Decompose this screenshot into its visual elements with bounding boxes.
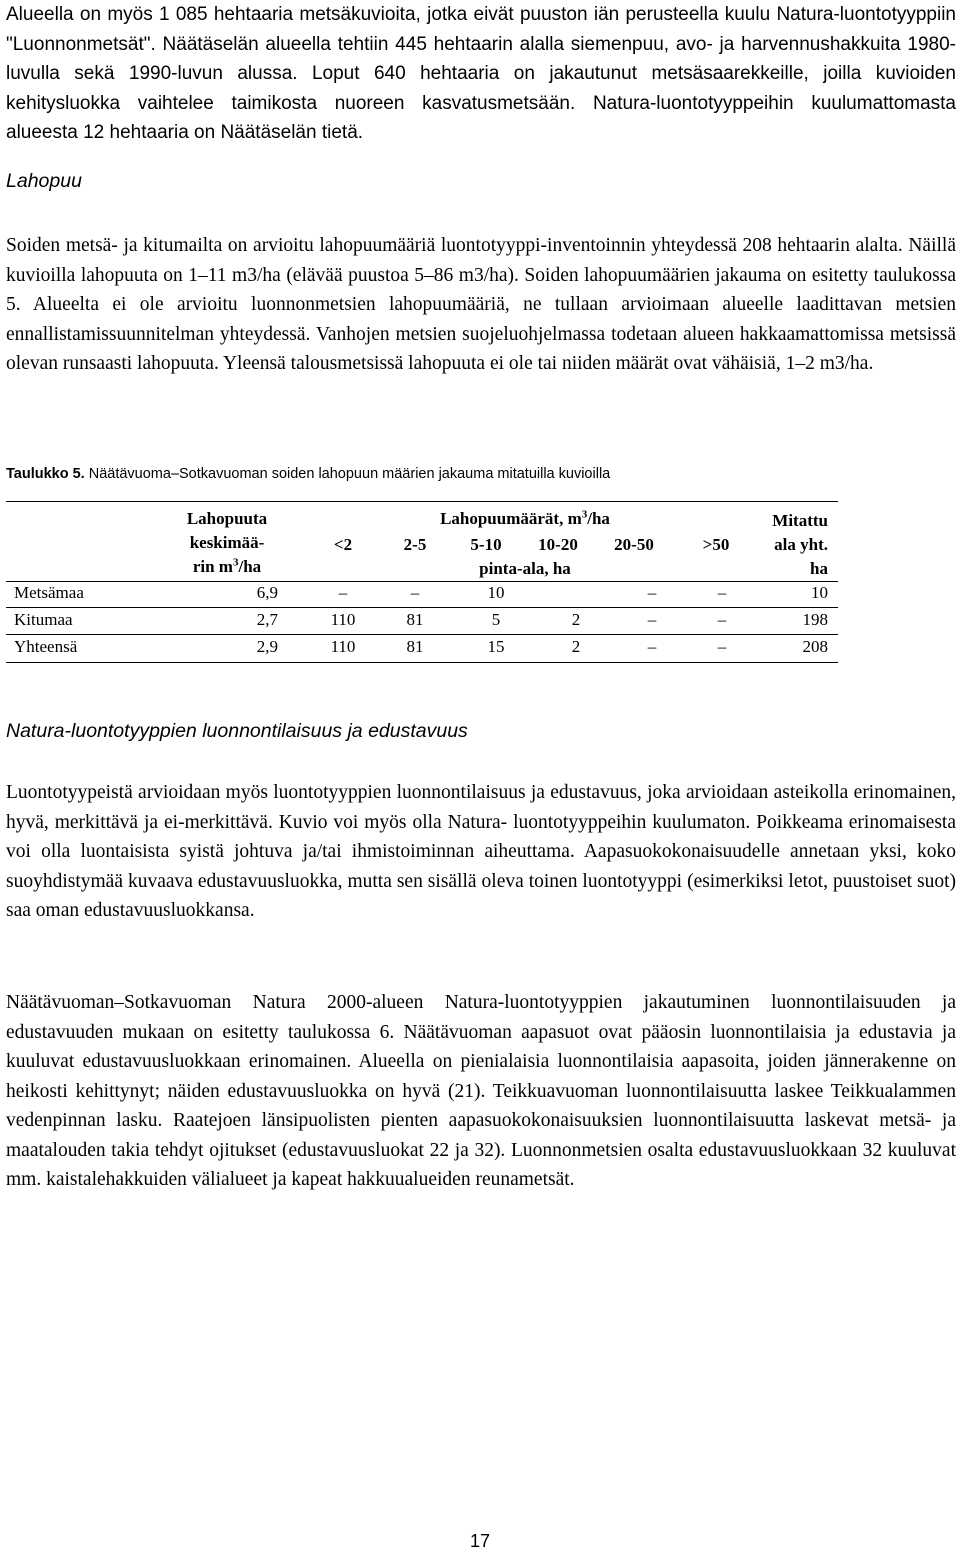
row-total: 198	[802, 610, 828, 629]
row-total: 208	[802, 637, 828, 656]
natura-paragraph-2: Näätävuoman–Sotkavuoman Natura 2000-alueen Natura-luontotyyppien jakautuminen luonnontilaisuuden ja edustavuuden mukaan on esitetty taulukossa 6. Näätävuoman aapasuot ovat pääosin luonnontilaisia ja edustavia ja kuuluvat edustavuusluokkaan erinomainen. Alueella on pienialaisia luonnontilaisia aapasoita, joiden jännerakenne on heikosti kehittynyt; näiden edustavuusluokka on hyvä (21). Teikkuavuoman luonnontilaisuutta laskee Teikkualammen vedenpinnan lasku. Raatejoen länsipuolisten pienten aapasuokokonaisuuksien luonnontilaisuutta laskevat metsä- ja maatalouden takia tehdyt ojitukset (edustavuusluokat 22 ja 32). Luonnonmetsien osalta edustavuusluokkaan 32 kuuluvat mm. kaistalehakkuiden välialueet ja kapeat hakkuualueiden reunametsät.	[6, 992, 956, 1190]
table-bottom-rule	[6, 662, 838, 663]
row-name: Kitumaa	[14, 610, 73, 629]
header-avg-line3: rin $m^3/ha$	[192, 556, 262, 576]
row-c4: 2	[571, 637, 581, 656]
header-total-line2: ala yht.	[774, 535, 828, 554]
row-c3: 5	[491, 610, 501, 629]
header-class-4: 10-20	[538, 535, 578, 554]
row-avg: 2,7	[256, 610, 278, 629]
header-group: Lahopuumäärät, $m^3/ha$	[440, 508, 610, 528]
row-name: Metsämaa	[14, 583, 84, 602]
lahopuu-table	[0, 501, 840, 666]
row-c1: 110	[330, 637, 356, 656]
header-avg-line2: keskimää-	[189, 533, 265, 552]
row-avg: 6,9	[256, 583, 278, 602]
natura-paragraph-1: Luontotyypeistä arvioidaan myös luontotyyppien luonnontilaisuus ja edustavuus, joka arvioidaan asteikolla erinomainen, hyvä, merkittävä ja ei-merkittävä. Kuvio voi myös olla Natura- luontotyyppeihin kuulumaton. Poikkeama erinomaisesta voi olla luontaisista syistä johtuva ja/tai ihmistoiminnan aiheuttama. Aapasuokokonaisuudelle annetaan yksi, koko suoyhdistymää kuvaava edustavuusluokka, mutta sen sisällä oleva toinen luontotyyppi (esimerkiksi letot, puustoiset suot) saa oman edustavuusluokkansa.	[6, 782, 956, 921]
row-name: Yhteensä	[14, 637, 78, 656]
row-c6: –	[717, 637, 727, 656]
row-c6: –	[717, 583, 727, 602]
intro-paragraph: Alueella on myös 1 085 hehtaaria metsäkuvioita, jotka eivät puuston iän perusteella kuulu Natura-luontotyyppiin "Luonnonmetsät". Näätäselän alueella tehtiin 445 hehtaarin alalla siemenpuu, avo- ja harvennushakkuita 1980-luvulla sekä 1990-luvun alussa. Loput 640 hehtaaria on jakautunut metsäsaarekkeille, joilla kuvioiden kehitysluokka vaihtelee taimikosta nuoreen kasvatusmetsään. Natura-luontotyyppeihin kuulumattomasta alueesta 12 hehtaaria on Näätäselän tietä.	[6, 4, 956, 143]
header-class-5: 20-50	[614, 535, 654, 554]
lahopuu-paragraph: Soiden metsä- ja kitumailta on arvioitu lahopuumääriä luontotyyppi-inventoinnin yhteydessä 208 hehtaarin alalta. Näillä kuvioilla lahopuuta on 1–11 m3/ha (elävää puustoa 5–86 m3/ha). Soiden lahopuumäärien jakauma on esitetty taulukossa 5. Alueelta ei ole arvioitu luonnonmetsien lahopuumääriä, ne tullaan arvioimaan alueelle laadittavan metsien ennallistamissuunnitelman yhteydessä. Vanhojen metsien suojeluohjelmassa todetaan alueen hakkaamattomissa metsissä olevan runsaasti lahopuuta. Yleensä talousmetsissä lahopuuta ei ole tai niiden määrät ovat vähäisiä, 1–2 m3/ha.	[6, 235, 956, 374]
header-avg-line1: Lahopuuta	[186, 509, 268, 528]
header-total-line3: ha	[810, 559, 828, 578]
header-group-sub: pinta-ala, ha	[479, 559, 571, 578]
row-c5: –	[647, 583, 657, 602]
section-heading-natura: Natura-luontotyyppien luonnontilaisuus ja edustavuus	[6, 720, 468, 742]
row-c3: 10	[487, 583, 505, 602]
header-total-line1: Mitattu	[772, 511, 828, 530]
row-c1: –	[338, 583, 348, 602]
row-c5: –	[647, 637, 657, 656]
row-c6: –	[717, 610, 727, 629]
row-c3: 15	[487, 637, 505, 656]
table-caption	[6, 466, 610, 482]
table-top-rule	[6, 501, 838, 502]
header-class-2: 2-5	[403, 535, 427, 554]
page-number: 17	[469, 1531, 491, 1551]
row-c4: 2	[571, 610, 581, 629]
row-c2: –	[410, 583, 420, 602]
table-caption-text: Näätävuoma–Sotkavuoman soiden lahopuun määrien jakauma mitatuilla kuvioilla	[84, 466, 611, 482]
section-heading-lahopuu: Lahopuu	[6, 170, 82, 192]
header-class-3: 5-10	[470, 535, 502, 554]
row-avg: 2,9	[256, 637, 278, 656]
row-rule	[6, 634, 838, 635]
row-c5: –	[647, 610, 657, 629]
row-rule	[6, 607, 838, 608]
row-c2: 81	[406, 637, 424, 656]
row-c1: 110	[330, 610, 356, 629]
row-c2: 81	[406, 610, 424, 629]
header-class-1: <2	[333, 535, 353, 554]
header-class-6: >50	[702, 535, 730, 554]
table-caption-label: Taulukko 5.	[6, 466, 85, 482]
row-total: 10	[811, 583, 828, 602]
